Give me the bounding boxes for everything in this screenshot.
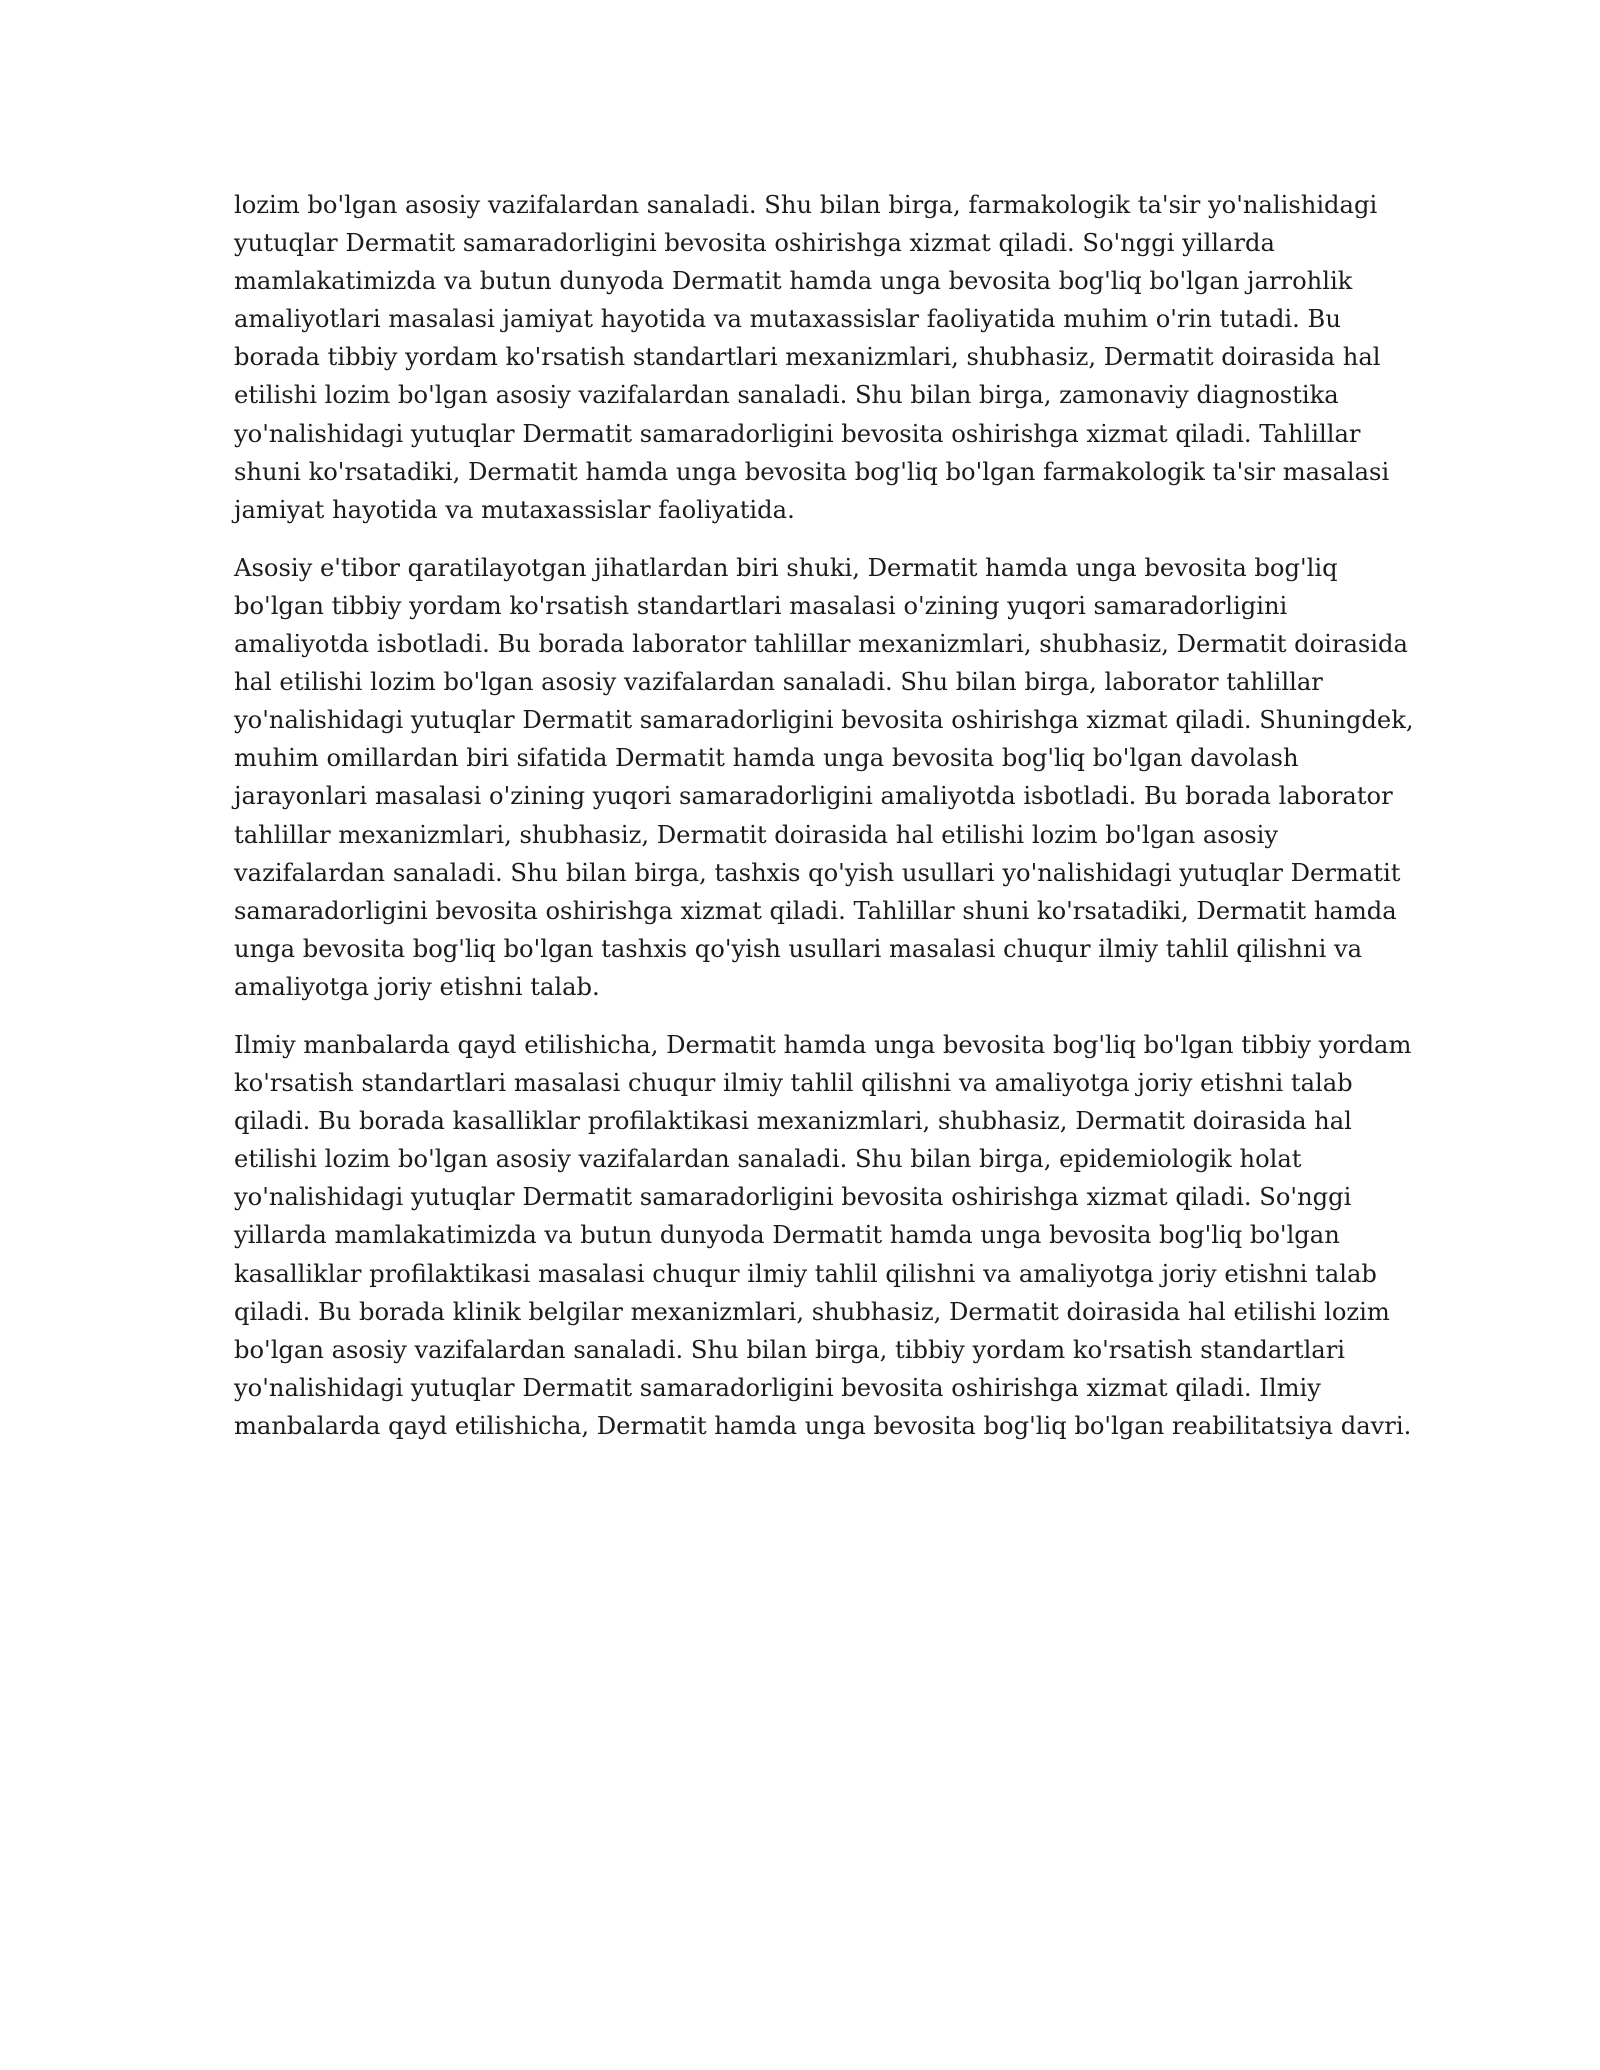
text-line: bo'lgan tibbiy yordam ko'rsatish standartlari masalasi o'zining yuqori samaradorligini	[234, 591, 1288, 620]
paragraph-3	[234, 1026, 1412, 1445]
text-line: Asosiy e'tibor qaratilayotgan jihatlardan biri shuki, Dermatit hamda unga bevosita bog'liq	[234, 553, 1338, 582]
text-line: unga bevosita bog'liq bo'lgan tashxis qo'yish usullari masalasi chuqur ilmiy tahlil qilishni va	[234, 934, 1363, 963]
text-line: hal etilishi lozim bo'lgan asosiy vazifalardan sanaladi. Shu bilan birga, laborator tahlillar	[234, 668, 1323, 697]
paragraph-2	[234, 549, 1414, 1006]
text-line: bo'lgan asosiy vazifalardan sanaladi. Shu bilan birga, tibbiy yordam ko'rsatish standartlari	[234, 1335, 1346, 1364]
text-line: mamlakatimizda va butun dunyoda Dermatit hamda unga bevosita bog'liq bo'lgan jarrohlik	[234, 267, 1353, 296]
text-line: qiladi. Bu borada kasalliklar profilaktikasi mexanizmlari, shubhasiz, Dermatit doirasida hal	[234, 1107, 1352, 1136]
text-line: manbalarda qayd etilishicha, Dermatit hamda unga bevosita bog'liq bo'lgan reabilitatsiya davri.	[234, 1411, 1412, 1440]
text-line: muhim omillardan biri sifatida Dermatit hamda unga bevosita bog'liq bo'lgan davolash	[234, 744, 1299, 773]
text-line: tahlillar mexanizmlari, shubhasiz, Dermatit doirasida hal etilishi lozim bo'lgan asosiy	[234, 820, 1279, 849]
text-line: yillarda mamlakatimizda va butun dunyoda Dermatit hamda unga bevosita bog'liq bo'lgan	[234, 1221, 1340, 1250]
text-line: amaliyotga joriy etishni talab.	[234, 972, 600, 1001]
text-line: yo'nalishidagi yutuqlar Dermatit samaradorligini bevosita oshirishga xizmat qiladi. Shuningdek,	[234, 706, 1414, 735]
text-line: jamiyat hayotida va mutaxassislar faoliyatida.	[234, 495, 795, 524]
text-line: yo'nalishidagi yutuqlar Dermatit samaradorligini bevosita oshirishga xizmat qiladi. Ilmiy	[234, 1373, 1321, 1402]
text-line: amaliyotlari masalasi jamiyat hayotida va mutaxassislar faoliyatida muhim o'rin tutadi. Bu	[234, 305, 1341, 334]
text-line: lozim bo'lgan asosiy vazifalardan sanaladi. Shu bilan birga, farmakologik ta'sir yo'nalishidagi	[234, 191, 1378, 219]
paragraph-1	[234, 186, 1390, 529]
text-line: samaradorligini bevosita oshirishga xizmat qiladi. Tahlillar shuni ko'rsatadiki, Dermatit hamda	[234, 896, 1397, 925]
text-line: shuni ko'rsatadiki, Dermatit hamda unga bevosita bog'liq bo'lgan farmakologik ta'sir masalasi	[234, 457, 1390, 486]
text-line: vazifalardan sanaladi. Shu bilan birga, tashxis qo'yish usullari yo'nalishidagi yutuqlar Dermatit	[234, 858, 1401, 887]
text-line: etilishi lozim bo'lgan asosiy vazifalardan sanaladi. Shu bilan birga, epidemiologik holat	[234, 1145, 1302, 1174]
text-line: amaliyotda isbotladi. Bu borada laborator tahlillar mexanizmlari, shubhasiz, Dermatit doirasida	[234, 630, 1408, 659]
text-line: yo'nalishidagi yutuqlar Dermatit samaradorligini bevosita oshirishga xizmat qiladi. So'nggi	[234, 1183, 1352, 1212]
text-line: etilishi lozim bo'lgan asosiy vazifalardan sanaladi. Shu bilan birga, zamonaviy diagnostika	[234, 381, 1339, 410]
text-line: Ilmiy manbalarda qayd etilishicha, Dermatit hamda unga bevosita bog'liq bo'lgan tibbiy yordam	[234, 1030, 1412, 1059]
text-line: kasalliklar profilaktikasi masalasi chuqur ilmiy tahlil qilishni va amaliyotga joriy etishni talab	[234, 1259, 1377, 1288]
text-line: yutuqlar Dermatit samaradorligini bevosita oshirishga xizmat qiladi. So'nggi yillarda	[234, 229, 1275, 258]
text-line: yo'nalishidagi yutuqlar Dermatit samaradorligini bevosita oshirishga xizmat qiladi. Tahlillar	[234, 419, 1361, 448]
text-line: ko'rsatish standartlari masalasi chuqur ilmiy tahlil qilishni va amaliyotga joriy etishni talab	[234, 1069, 1353, 1098]
document-body	[234, 186, 1414, 1465]
text-line: jarayonlari masalasi o'zining yuqori samaradorligini amaliyotda isbotladi. Bu borada laborator	[234, 782, 1393, 811]
text-line: qiladi. Bu borada klinik belgilar mexanizmlari, shubhasiz, Dermatit doirasida hal etilishi lozim	[234, 1297, 1390, 1326]
text-line: borada tibbiy yordam ko'rsatish standartlari mexanizmlari, shubhasiz, Dermatit doirasida hal	[234, 343, 1381, 372]
